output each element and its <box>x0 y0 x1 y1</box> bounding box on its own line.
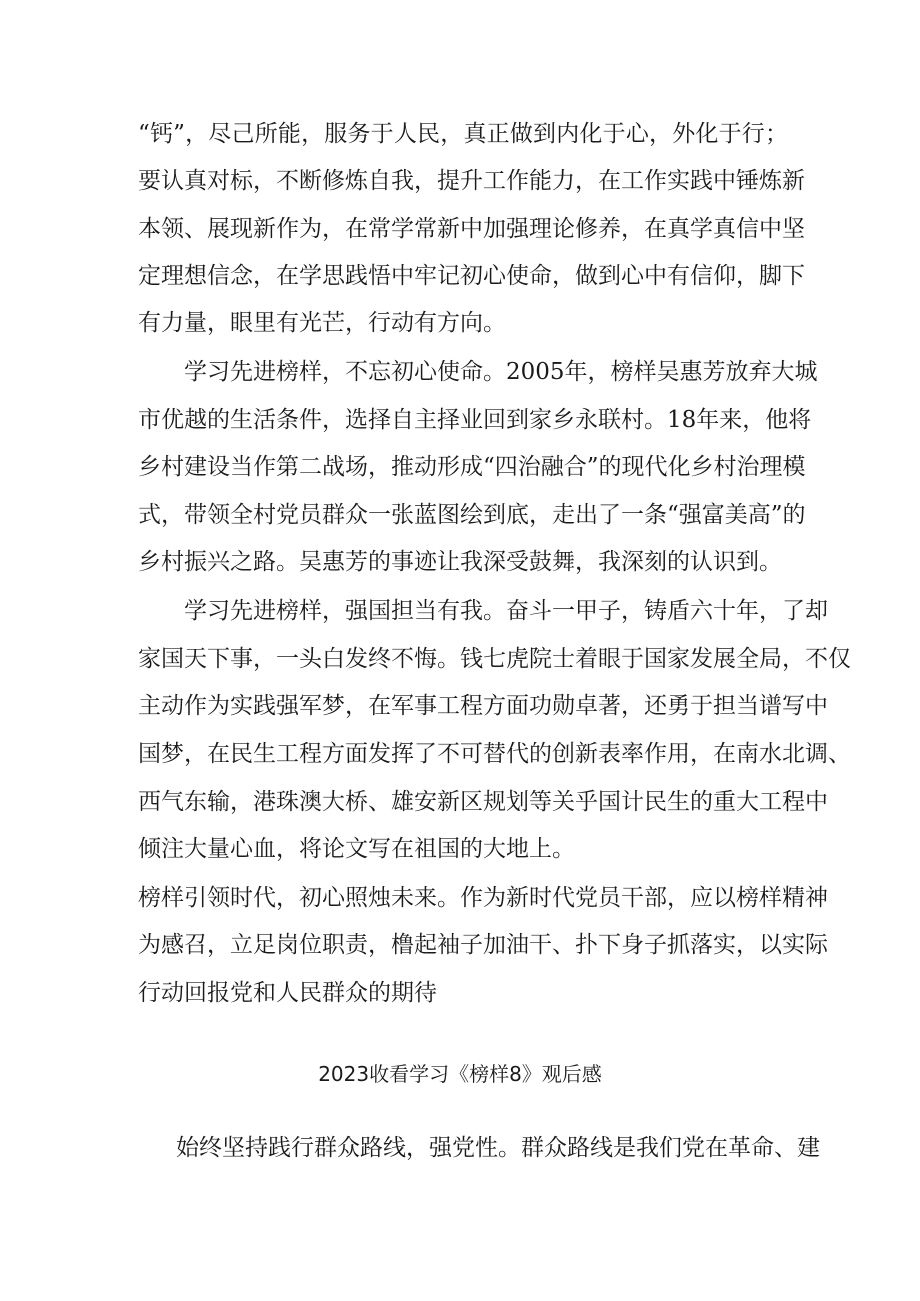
paragraph-line: 定理想信念，在学思践悟中牢记初心使命，做到心中有信仰，脚下 <box>138 263 805 289</box>
paragraph-line: 本领、展现新作为，在常学常新中加强理论修养，在真学真信中坚 <box>138 216 805 242</box>
paragraph-line: “钙”，尽己所能，服务于人民，真正做到内化于心，外化于行； <box>138 121 788 147</box>
paragraph-line: 学习先进榜样，强国担当有我。奋斗一甲子，铸盾六十年，了却 <box>184 598 828 624</box>
paragraph-line: 乡村建设当作第二战场，推动形成“四治融合”的现代化乡村治理模 <box>138 454 806 480</box>
paragraph-line: 始终坚持践行群众路线，强党性。群众路线是我们党在革命、建 <box>176 1135 820 1161</box>
paragraph-line: 国梦，在民生工程方面发挥了不可替代的创新表率作用，在南水北调、 <box>138 741 851 767</box>
paragraph-line: 学习先进榜样，不忘初心使命。2005年，榜样吴惠芳放弃大城 <box>184 359 818 385</box>
paragraph-line: 乡村振兴之路。吴惠芳的事迹让我深受鼓舞，我深刻的认识到。 <box>138 549 782 575</box>
paragraph-line: 市优越的生活条件，选择自主择业回到家乡永联村。18年来，他将 <box>138 407 812 433</box>
paragraph-line: 主动作为实践强军梦，在军事工程方面功勋卓著，还勇于担当谱写中 <box>138 693 828 719</box>
paragraph-line: 为感召，立足岗位职责，橹起袖子加油干、扑下身子抓落实，以实际 <box>138 932 828 958</box>
paragraph-line: 西气东输，港珠澳大桥、雄安新区规划等关乎国计民生的重大工程中 <box>138 789 828 815</box>
paragraph-line: 式，带领全村党员群众一张蓝图绘到底，走出了一条“强富美高”的 <box>138 502 806 528</box>
paragraph-line: 有力量，眼里有光芒，行动有方向。 <box>138 310 506 336</box>
paragraph-line: 要认真对标，不断修炼自我，提升工作能力，在工作实践中锤炼新 <box>138 168 805 194</box>
paragraph-line: 倾注大量心血，将论文写在祖国的大地上。 <box>138 836 575 862</box>
paragraph-line: 家国天下事，一头白发终不悔。钱七虎院士着眼于国家发展全局，不仅 <box>138 646 851 672</box>
paragraph-line: 榜样引领时代，初心照烛未来。作为新时代党员干部，应以榜样精神 <box>138 885 828 911</box>
paragraph-line: 行动回报党和人民群众的期待 <box>138 980 437 1006</box>
section-title: 2023收看学习《榜样8》观后感 <box>318 1062 602 1086</box>
